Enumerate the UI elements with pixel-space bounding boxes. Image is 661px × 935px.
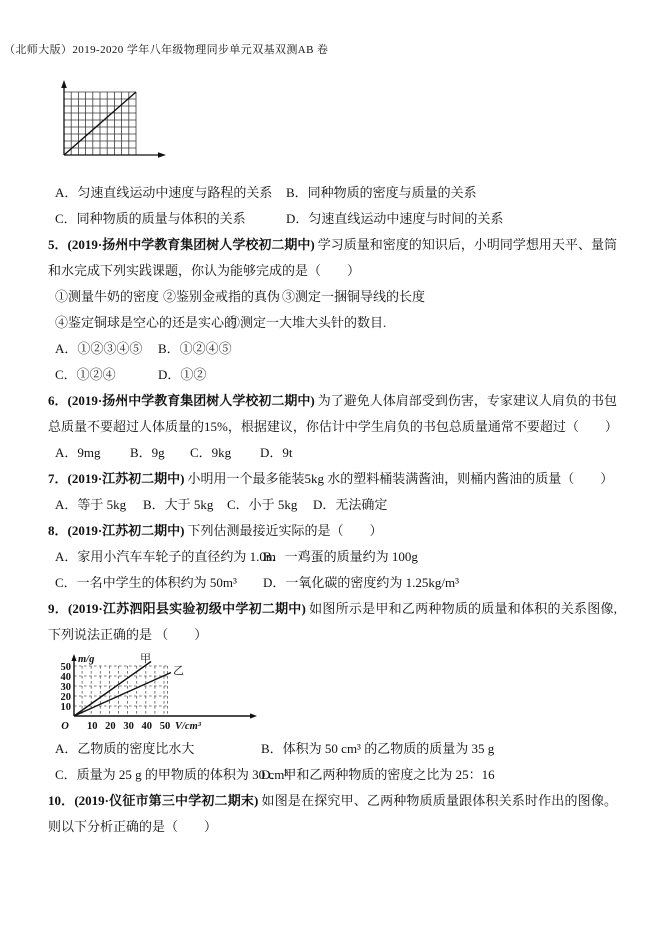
line-yi-label: 乙 bbox=[173, 665, 184, 677]
q7-options-row bbox=[48, 492, 617, 518]
q6-options-row bbox=[48, 440, 617, 466]
line-yi bbox=[74, 673, 171, 717]
q6-option-a: A．9mg bbox=[55, 445, 101, 460]
x-tick-label: 50 bbox=[159, 721, 171, 732]
q7-option-a: A．等于 5kg bbox=[55, 497, 127, 512]
document-header: （北师大版）2019-2020 学年八年级物理同步单元双基双测AB 卷 bbox=[4, 44, 329, 56]
q5-stem-text: 学习质量和密度的知识后，小明同学想用天平、量筒和水完成下列实践课题，你认为能够完成的是（ ） bbox=[48, 237, 617, 278]
question-7-stem bbox=[48, 466, 617, 492]
x-axis-arrow bbox=[250, 713, 257, 718]
q8-option-a: A．家用小汽车车轮子的直径约为 1.0m bbox=[55, 549, 277, 564]
y-tick-label: 50 bbox=[60, 662, 71, 673]
q7-option-c: C．小于 5kg bbox=[227, 497, 298, 512]
q9-option-b: B．体积为 50 cm³ 的乙物质的质量为 35 g bbox=[261, 741, 495, 756]
x-tick-label: 30 bbox=[123, 721, 134, 732]
q9-option-c: C．质量为 25 g 的甲物质的体积为 30 cm³ bbox=[55, 767, 289, 782]
q8-option-d: D．一氧化碳的密度约为 1.25kg/m³ bbox=[263, 575, 460, 590]
q10-source: 10．(2019·仪征市第三中学初二期末) bbox=[48, 793, 259, 808]
q6-option-b: B．9g bbox=[130, 445, 165, 460]
origin-label: O bbox=[61, 721, 69, 732]
q4-options-row-2 bbox=[48, 206, 617, 232]
y-tick-label: 40 bbox=[60, 672, 71, 683]
q5-option-d: D．①② bbox=[158, 367, 207, 382]
q5-item-4: ④鉴定铜球是空心的还是实心的 bbox=[55, 315, 238, 330]
q7-source: 7．(2019·江苏初二期中) bbox=[48, 471, 185, 486]
q8-options-row-2 bbox=[48, 570, 617, 596]
x-axis-arrow bbox=[158, 152, 166, 158]
dashed-grid bbox=[74, 666, 168, 716]
question-9-stem bbox=[48, 596, 617, 648]
q9-options-row-1 bbox=[48, 736, 617, 762]
question-5-stem bbox=[48, 232, 617, 284]
question-10-stem bbox=[48, 788, 617, 840]
q4-option-a: A．匀速直线运动中速度与路程的关系 bbox=[55, 185, 273, 200]
y-axis-arrow bbox=[71, 654, 76, 661]
q9-figure-mass-volume-graph bbox=[48, 652, 268, 736]
q5-options-row-2 bbox=[48, 362, 617, 388]
y-tick-label: 20 bbox=[60, 692, 71, 703]
q10-stem-text: 如图是在探究甲、乙两种物质质量跟体积关系时作出的图像。则以下分析正确的是（ ） bbox=[48, 793, 617, 834]
q5-item-2: ②鉴别金戒指的真伪 bbox=[163, 289, 281, 304]
q8-option-b: B．一鸡蛋的质量约为 100g bbox=[263, 549, 418, 564]
q5-options-row-1 bbox=[48, 336, 617, 362]
line-jia bbox=[74, 662, 151, 717]
x-tick-label: 10 bbox=[86, 721, 98, 732]
q5-option-c: C．①②④ bbox=[55, 367, 116, 382]
x-tick-label: 20 bbox=[105, 721, 116, 732]
q9-options-row-2 bbox=[48, 762, 617, 788]
q4-figure-grid-graph bbox=[56, 80, 171, 172]
q7-option-b: B．大于 5kg bbox=[143, 497, 214, 512]
y-axis-label: m/g bbox=[78, 654, 95, 665]
q6-source: 6．(2019·扬州中学教育集团树人学校初二期中) bbox=[48, 393, 315, 408]
q5-item-1: ①测量牛奶的密度 bbox=[55, 289, 160, 304]
q5-option-a: A．①②③④⑤ bbox=[55, 341, 143, 356]
q9-stem-text: 如图所示是甲和乙两种物质的质量和体积的关系图像,下列说法正确的是 （ ） bbox=[48, 601, 617, 642]
q8-option-c: C．一名中学生的体积约为 50m³ bbox=[55, 575, 237, 590]
q5-source: 5．(2019·扬州中学教育集团树人学校初二期中) bbox=[48, 237, 315, 252]
q6-option-d: D．9t bbox=[260, 445, 293, 460]
question-8-stem bbox=[48, 518, 617, 544]
q7-stem-text: 小明用一个最多能装5kg 水的塑料桶装满酱油，则桶内酱油的质量（ ） bbox=[187, 471, 614, 486]
y-axis-arrow bbox=[61, 80, 67, 88]
q6-stem-text: 为了避免人体肩部受到伤害，专家建议人肩负的书包总质量不要超过人体质量的15%，根据建议，你估计中学生肩负的书包总质量通常不要超过（ ） bbox=[48, 393, 618, 434]
question-6-stem bbox=[48, 388, 617, 440]
x-tick-label: 40 bbox=[141, 721, 153, 732]
q5-items-row-2 bbox=[48, 310, 617, 336]
q8-stem-text: 下列估测最接近实际的是（ ） bbox=[187, 523, 383, 538]
x-axis-label: V/cm³ bbox=[175, 721, 201, 732]
q4-option-b: B．同种物质的密度与质量的关系 bbox=[286, 185, 477, 200]
q5-option-b: B．①②④⑤ bbox=[158, 341, 232, 356]
q4-options-row-1 bbox=[48, 180, 617, 206]
q6-option-c: C．9kg bbox=[190, 445, 232, 460]
q5-item-3: ③测定一捆铜导线的长度 bbox=[282, 289, 426, 304]
q8-options-row-1 bbox=[48, 544, 617, 570]
q4-option-d: D．匀速直线运动中速度与时间的关系 bbox=[286, 211, 504, 226]
q4-option-c: C．同种物质的质量与体积的关系 bbox=[55, 211, 246, 226]
q7-option-d: D．无法确定 bbox=[313, 497, 388, 512]
q9-option-a: A．乙物质的密度比水大 bbox=[55, 741, 195, 756]
q9-option-d: D．甲和乙两种物质的密度之比为 25：16 bbox=[261, 767, 495, 782]
q9-source: 9．(2019·江苏泗阳县实验初级中学初二期中) bbox=[48, 601, 306, 616]
y-tick-label: 30 bbox=[60, 682, 71, 693]
y-tick-label: 10 bbox=[60, 702, 71, 713]
q8-source: 8．(2019·江苏初二期中) bbox=[48, 523, 185, 538]
q5-item-5: ⑤测定一大堆大头针的数目. bbox=[227, 315, 387, 330]
line-jia-label: 甲 bbox=[140, 653, 151, 665]
q5-items-row-1 bbox=[48, 284, 617, 310]
